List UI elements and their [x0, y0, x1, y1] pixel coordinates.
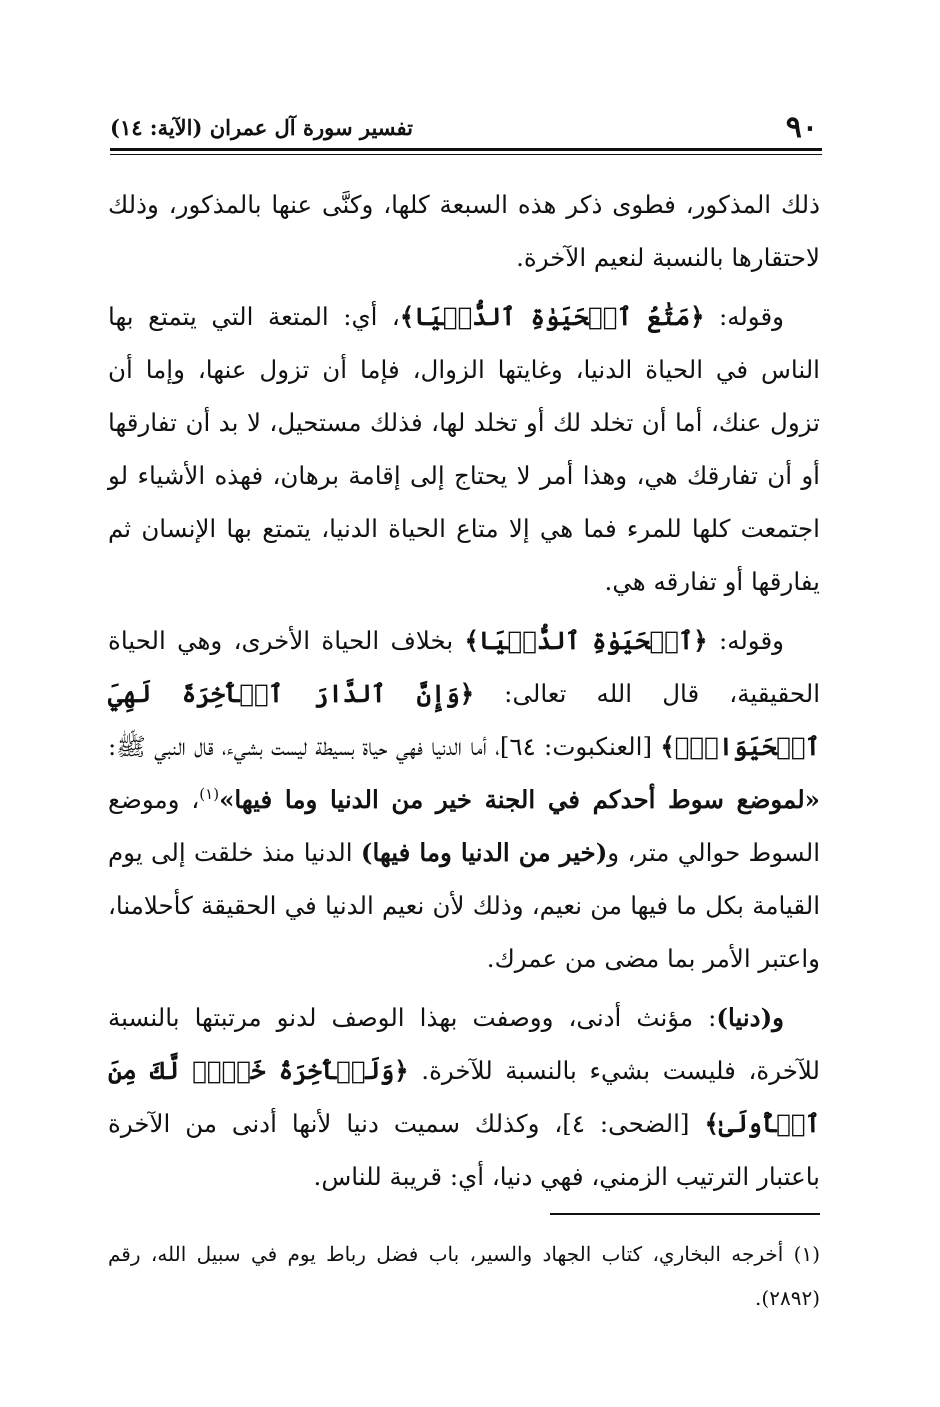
footnotes: [108, 1232, 820, 1320]
quran-quote: ﴿وَلَلۡأٓخِرَةُ خَيۡرٞ لَّكَ مِنَ ٱلۡأُولَىٰ﴾: [108, 1056, 820, 1138]
paragraph-text: بخلاف الحياة الأخرى، وهي الحياة الحقيقية، قال الله تعالى:: [108, 626, 821, 708]
paragraph-2: [108, 290, 820, 608]
running-title: تفسير سورة آل عمران (الآية: ١٤): [110, 115, 413, 140]
quran-quote: ﴿وَإِنَّ ٱلدَّارَ ٱلۡأٓخِرَةَ لَهِيَ ٱلۡحَيَوَانُۚ﴾: [108, 679, 820, 761]
paragraph-text: وقوله:: [704, 302, 785, 331]
term-heading: و(دنيا): [716, 1003, 784, 1032]
paragraph-text: وقوله:: [707, 626, 784, 655]
main-text: [108, 178, 820, 1203]
paragraph-text: ذلك المذكور، فطوى ذكر هذه السبعة كلها، وكنَّى عنها بالمذكور، وذلك لاحتقارها بالنسبة لنعيم الآخرة.: [108, 190, 820, 272]
paragraph-text: [الضحى: ٤]، وكذلك سميت دنيا لأنها أدنى من الآخرة باعتبار الترتيب الزمني، فهي دنيا، أي: قريبة للناس.: [108, 1109, 820, 1191]
footnote-divider: [550, 1213, 820, 1215]
quran-quote: ﴿ٱلۡحَيَوٰةِ ٱلدُّنۡيَا﴾: [464, 626, 708, 655]
paragraph-text: ، أي: المتعة التي يتمتع بها الناس في الحياة الدنيا، وغايتها الزوال، فإما أن تزول عنها، وإما أن تزول عنك، أما أن تخلد لك أو تخلد لها، فذلك مستحيل، لا بد أن تفارقها أو أن تفارقك هي، وهذا أمر لا يحتاج إلى إقامة برهان، فهذه الأشياء لو اجتمعت كلها للمرء فما هي إلا متاع الحياة الدنيا، يتمتع بها الإنسان ثم يفارقها أو تفارقه هي.: [108, 302, 820, 596]
footnote-marker[interactable]: (١): [199, 784, 220, 803]
quran-quote: ﴿مَتَٰعُ ٱلۡحَيَوٰةِ ٱلدُّنۡيَا﴾: [399, 302, 705, 331]
paragraph-4: [108, 991, 820, 1203]
paragraph-text: ، وموضع السوط حوالي متر، و: [108, 785, 820, 867]
hadith-quote: «لموضع سوط أحدكم في الجنة خير من الدنيا وما فيها»: [219, 785, 820, 814]
paragraph-text: الدنيا منذ خلقت إلى يوم القيامة بكل ما فيها من نعيم، وذلك لأن نعيم الدنيا في الحقيقة كأحلامنا، واعتبر الأمر بما مضى من عمرك.: [108, 838, 820, 973]
paragraph-3: [108, 614, 820, 985]
paragraph-text: : مؤنث أدنى، ووصفت بهذا الوصف لدنو مرتبتها بالنسبة للآخرة، فليست بشيء بالنسبة للآخرة.: [108, 1003, 820, 1085]
paragraph-1: [108, 178, 820, 284]
paragraph-text: [العنكبوت: ٦٤]، أما الدنيا فهي حياة بسيطة ليست بشيء، قال النبي ﷺ:: [108, 732, 661, 761]
page-number: ٩٠: [785, 110, 818, 145]
footnote-item: (١) أخرجه البخاري، كتاب الجهاد والسير، باب فضل رباط يوم في سبيل الله، رقم (٢٨٩٢).: [108, 1242, 820, 1310]
page-header: [110, 108, 822, 151]
hadith-phrase: (خير من الدنيا وما فيها): [360, 838, 608, 867]
